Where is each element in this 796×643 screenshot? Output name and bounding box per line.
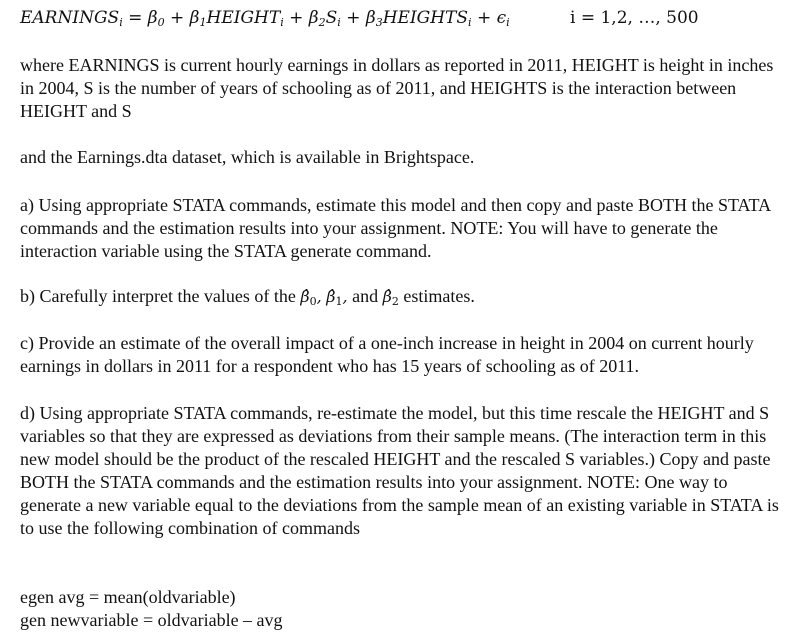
stata-command-2: gen newvariable = oldvariable – avg: [20, 610, 283, 630]
beta1: β: [189, 8, 200, 28]
question-b-prefix: b) Carefully interpret the values of the: [20, 286, 296, 306]
beta2-hat: $\betâ_2$: [382, 287, 399, 308]
dataset-note: and the Earnings.dta dataset, which is available in Brightspace.: [20, 147, 475, 167]
question-b: [20, 285, 790, 313]
earnings-var: EARNINGS: [20, 8, 120, 28]
question-d: d) Using appropriate STATA commands, re-estimate the model, but this time rescale the HEIGHT and S variables so that they are expressed as deviations from their sample means. (The interaction term in this new model should be the product of the rescaled HEIGHT and the rescaled S variables.) Copy and paste BOTH the STATA commands and the estimation results into your assignment. NOTE: One way to generate a new variable equal to the deviations from the sample mean of an existing variable in STATA is to use the following combination of commands: [20, 403, 779, 538]
question-b-and: and: [352, 286, 379, 306]
beta0-hat: $\betâ_0$,: [300, 287, 322, 308]
question-b-suffix: estimates.: [403, 286, 475, 306]
stata-command-1: egen avg = mean(oldvariable): [20, 587, 236, 607]
beta0: β: [147, 8, 158, 28]
beta3: β: [365, 8, 376, 28]
equation-main: $EARNINGS_i = \beta_0$ + $\beta_1HEIGHT_i + \beta_2S_i$ + $\beta_3HEIGHTS_i + \epsilon_i$: [20, 8, 510, 29]
question-c: c) Provide an estimate of the overall impact of a one-inch increase in height in 2004 on current hourly earnings in dollars in 2011 for a respondent who has 15 years of schooling as of 2011.: [20, 333, 754, 376]
regression-equation: [20, 8, 780, 34]
equation-range: i = 1,2, …, 500: [570, 8, 699, 28]
variable-definitions: where EARNINGS is current hourly earnings in dollars as reported in 2011, HEIGHT is height in inches in 2004, S is the number of years of schooling as of 2011, and HEIGHTS is the interaction between HEIGHT and S: [20, 55, 774, 121]
beta1-hat: $\betâ_1$,: [326, 287, 348, 308]
beta2: β: [308, 8, 319, 28]
question-a: a) Using appropriate STATA commands, estimate this model and then copy and paste BOTH the STATA commands and the estimation results into your assignment. NOTE: You will have to generate the interaction variable using the STATA generate command.: [20, 195, 771, 261]
